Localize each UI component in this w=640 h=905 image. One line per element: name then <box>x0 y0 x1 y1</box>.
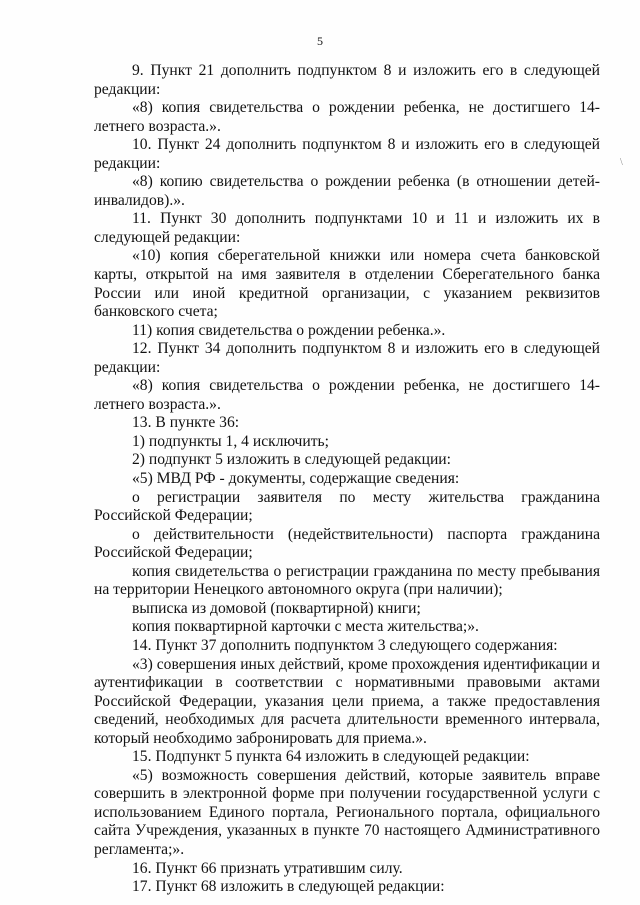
paragraph: 1) подпункты 1, 4 исключить; <box>132 432 329 450</box>
document-body <box>94 62 600 897</box>
paragraph: копия поквартирной карточки с места жительства;». <box>132 618 479 636</box>
paragraph: 12. Пункт 34 дополнить подпунктом 8 и изложить его в следующей редакции: <box>94 340 600 376</box>
paragraph: 14. Пункт 37 дополнить подпунктом 3 следующего содержания: <box>132 636 558 654</box>
paragraph: 13. В пункте 36: <box>132 414 240 432</box>
paragraph: 10. Пункт 24 дополнить подпунктом 8 и изложить его в следующей редакции: <box>94 136 600 172</box>
paragraph: «5) МВД РФ - документы, содержащие сведения: <box>132 470 460 488</box>
paragraph: «10) копия сберегательной книжки или номера счета банковской карты, открытой на имя заявителя в отделении Сберегательного банка России или иной кредитной организации, с указанием реквизитов банковского счета; <box>94 247 600 321</box>
paragraph: 16. Пункт 66 признать утратившим силу. <box>132 859 403 877</box>
paragraph: «5) возможность совершения действий, которые заявитель вправе совершить в электронной форме при получении государственной услуги с использованием Единого портала, Регионального портала, официального сайта Учреждения, указанных в пункте 70 настоящего Административного регламента;». <box>94 766 600 858</box>
margin-mark: \ <box>620 157 623 168</box>
paragraph: «8) копия свидетельства о рождении ребенка, не достигшего 14-летнего возраста.». <box>94 377 600 413</box>
paragraph: «8) копию свидетельства о рождении ребенка (в отношении детей-инвалидов).». <box>94 173 600 209</box>
paragraph: выписка из домовой (поквартирной) книги; <box>132 599 421 617</box>
paragraph: «3) совершения иных действий, кроме прохождения идентификации и аутентификации в соответствии с нормативными правовыми актами Российской Федерации, указания цели приема, а также предоставления сведений, необходимых для расчета длительности временного интервала, который необходимо забронировать для приема.». <box>94 655 600 747</box>
paragraph: 15. Подпункт 5 пункта 64 изложить в следующей редакции: <box>132 748 530 766</box>
paragraph: 2) подпункт 5 изложить в следующей редакции: <box>132 451 451 469</box>
paragraph: 11. Пункт 30 дополнить подпунктами 10 и 11 и изложить их в следующей редакции: <box>94 210 600 246</box>
paragraph: «8) копия свидетельства о рождении ребенка, не достигшего 14-летнего возраста.». <box>94 99 600 135</box>
paragraph: копия свидетельства о регистрации гражданина по месту пребывания на территории Ненецкого автономного округа (при наличии); <box>94 562 600 599</box>
paragraph: 9. Пункт 21 дополнить подпунктом 8 и изложить его в следующей редакции: <box>94 62 600 98</box>
paragraph: о действительности (недействительности) паспорта гражданина Российской Федерации; <box>94 525 600 562</box>
paragraph: 17. Пункт 68 изложить в следующей редакции: <box>132 878 445 896</box>
page-number: 5 <box>317 34 323 48</box>
paragraph: 11) копия свидетельства о рождении ребенка.». <box>132 321 446 339</box>
paragraph: о регистрации заявителя по месту жительства гражданина Российской Федерации; <box>94 488 600 525</box>
